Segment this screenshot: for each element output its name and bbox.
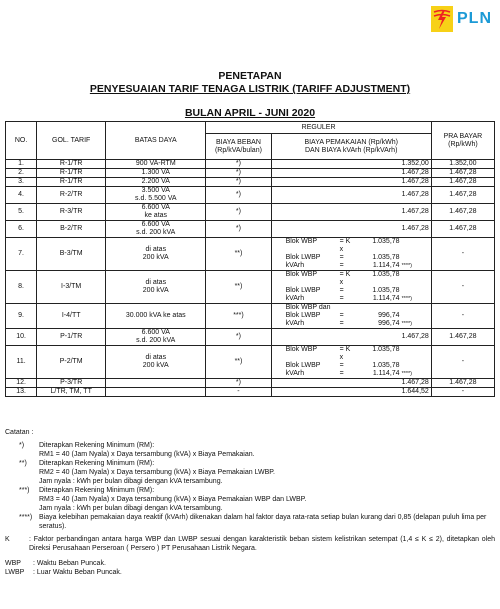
- cell-biaya-pemakaian: 1.644,52: [271, 388, 431, 397]
- note-wbp-text: : Waktu Beban Puncak.: [33, 560, 106, 567]
- cell-pra-bayar: -: [431, 346, 494, 379]
- cell-gol-tarif: R-1/TR: [37, 169, 106, 178]
- cell-gol-tarif: P-2/TM: [37, 346, 106, 379]
- header-biaya-pemakaian: BIAYA PEMAKAIAN (Rp/kWh) DAN BIAYA kVArh (Rp/kVArh): [271, 134, 431, 160]
- block-n: [400, 304, 426, 312]
- cell-no: 8.: [6, 271, 37, 304]
- block-e: =: [339, 312, 344, 319]
- cell-biaya-pemakaian: 1.467,28: [271, 169, 431, 178]
- block-n: ****): [401, 371, 412, 377]
- table-row: [6, 379, 495, 388]
- cell-no: 5.: [6, 204, 37, 221]
- note-lwbp-label: LWBP: [5, 569, 25, 576]
- block-n: [400, 287, 426, 295]
- cell-gol-tarif: L/TR, TM, TT: [37, 388, 106, 397]
- block-n: [400, 254, 426, 262]
- cell-gol-tarif: R-2/TR: [37, 187, 106, 204]
- cell-pra-bayar: -: [431, 271, 494, 304]
- pemakaian-block-line: [272, 362, 431, 370]
- block-v: 1.035,78: [372, 287, 400, 294]
- cell-no: 4.: [6, 187, 37, 204]
- table-row: [6, 204, 495, 221]
- cell-pra-bayar: 1.467,28: [431, 187, 494, 204]
- table-row: [6, 178, 495, 187]
- note-item: [5, 441, 495, 459]
- block-v: 1.035,78: [372, 271, 400, 278]
- cell-batas-daya: 900 VA-RTM: [106, 160, 206, 169]
- cell-no: 11.: [6, 346, 37, 379]
- cell-batas-daya: 30.000 kVA ke atas: [106, 304, 206, 329]
- title-penetapan: PENETAPAN: [218, 70, 282, 82]
- cell-pra-bayar: -: [431, 238, 494, 271]
- cell-pra-bayar: 1.467,28: [431, 379, 494, 388]
- note-line: Diterapkan Rekening Minimum (RM):: [39, 487, 155, 494]
- cell-biaya-pemakaian: 1.467,28: [271, 187, 431, 204]
- table-row: [6, 169, 495, 178]
- cell-biaya-beban: *): [206, 379, 271, 388]
- cell-gol-tarif: I-4/TT: [37, 304, 106, 329]
- cell-pra-bayar: 1.467,28: [431, 169, 494, 178]
- cell-pra-bayar: -: [431, 304, 494, 329]
- note-line: Diterapkan Rekening Minimum (RM):: [39, 460, 155, 467]
- note-item: [5, 459, 495, 486]
- block-v: 1.114,74: [372, 295, 400, 302]
- pemakaian-block-line: [272, 304, 431, 312]
- cell-biaya-pemakaian: 1.467,28: [271, 379, 431, 388]
- block-l: Blok WBP: [285, 346, 318, 353]
- block-n: [400, 362, 426, 370]
- pemakaian-block-line: [272, 287, 431, 295]
- lightning-icon: [431, 6, 453, 32]
- pln-logo: [431, 6, 492, 32]
- note-wbp: [5, 559, 495, 568]
- note-item: [5, 513, 495, 531]
- cell-batas-daya: di atas 200 kVA: [106, 271, 206, 304]
- block-n: [400, 271, 426, 287]
- cell-biaya-beban: *): [206, 329, 271, 346]
- cell-gol-tarif: I-3/TM: [37, 271, 106, 304]
- header-gol-tarif: GOL. TARIF: [37, 122, 106, 160]
- note-line: Jam nyala : kWh per bulan dibagi dengan kVA tersambung.: [39, 505, 223, 512]
- cell-biaya-pemakaian-blocks: [271, 346, 431, 379]
- cell-gol-tarif: R-1/TR: [37, 160, 106, 169]
- header-pra-bayar: PRA BAYAR (Rp/kWh): [431, 122, 494, 160]
- cell-biaya-pemakaian: 1.467,28: [271, 329, 431, 346]
- block-n: ****): [401, 263, 412, 269]
- block-l: Blok WBP: [285, 238, 318, 245]
- block-l: Blok LWBP: [285, 254, 321, 261]
- table-row: [6, 238, 495, 271]
- table-row: [6, 187, 495, 204]
- block-n: [400, 312, 426, 320]
- note-wbp-label: WBP: [5, 560, 21, 567]
- cell-no: 3.: [6, 178, 37, 187]
- block-e: = K x: [339, 271, 351, 286]
- note-k-label: K: [5, 536, 10, 543]
- cell-biaya-beban: *): [206, 204, 271, 221]
- block-v: 1.035,78: [372, 346, 400, 353]
- block-e: =: [339, 320, 344, 327]
- cell-gol-tarif: B-3/TM: [37, 238, 106, 271]
- note-marker: ****): [19, 514, 33, 521]
- note-lwbp: [5, 568, 495, 577]
- cell-no: 13.: [6, 388, 37, 397]
- block-e: =: [339, 254, 344, 261]
- table-row: [6, 346, 495, 379]
- table-row: [6, 388, 495, 397]
- cell-batas-daya: [106, 388, 206, 397]
- cell-biaya-beban: **): [206, 271, 271, 304]
- block-l: Blok LWBP: [285, 312, 321, 319]
- block-l: kVArh: [285, 320, 305, 327]
- cell-biaya-pemakaian-blocks: [271, 238, 431, 271]
- block-e: =: [339, 287, 344, 294]
- cell-pra-bayar: 1.467,28: [431, 204, 494, 221]
- cell-batas-daya: 1.300 VA: [106, 169, 206, 178]
- block-e: =: [339, 362, 344, 369]
- cell-biaya-beban: **): [206, 238, 271, 271]
- pemakaian-block-line: [272, 295, 431, 303]
- block-n: [400, 238, 426, 254]
- cell-biaya-beban: *): [206, 160, 271, 169]
- table-row: [6, 329, 495, 346]
- cell-no: 10.: [6, 329, 37, 346]
- cell-batas-daya: 6.600 VA ke atas: [106, 204, 206, 221]
- pemakaian-block-line: [272, 271, 431, 287]
- block-v: [354, 304, 400, 312]
- cell-no: 7.: [6, 238, 37, 271]
- cell-biaya-pemakaian: 1.467,28: [271, 221, 431, 238]
- cell-gol-tarif: R-3/TR: [37, 204, 106, 221]
- table-row: [6, 160, 495, 169]
- note-line: RM2 = 40 (Jam Nyala) x Daya tersambung (kVA) x Biaya Pemakaian LWBP.: [39, 469, 275, 476]
- cell-biaya-beban: -: [206, 388, 271, 397]
- block-v: 1.114,74: [372, 262, 400, 269]
- header-no: NO.: [6, 122, 37, 160]
- note-marker: **): [19, 460, 27, 467]
- block-n: ****): [401, 321, 412, 327]
- pemakaian-block-line: [272, 370, 431, 378]
- cell-no: 9.: [6, 304, 37, 329]
- cell-batas-daya: [106, 379, 206, 388]
- cell-biaya-beban: ***): [206, 304, 271, 329]
- cell-no: 12.: [6, 379, 37, 388]
- cell-batas-daya: 6.600 VA s.d. 200 kVA: [106, 329, 206, 346]
- block-v: 1.114,74: [372, 370, 400, 377]
- block-l: kVArh: [285, 370, 305, 377]
- title-period: BULAN APRIL - JUNI 2020: [184, 107, 316, 119]
- note-k: [5, 535, 495, 553]
- block-v: 1.035,78: [372, 238, 400, 245]
- block-l: Blok WBP: [285, 271, 318, 278]
- cell-biaya-beban: *): [206, 221, 271, 238]
- pemakaian-block-line: [272, 254, 431, 262]
- cell-biaya-pemakaian: 1.467,28: [271, 178, 431, 187]
- block-l: kVArh: [285, 295, 305, 302]
- cell-no: 6.: [6, 221, 37, 238]
- cell-gol-tarif: R-1/TR: [37, 178, 106, 187]
- pemakaian-block-line: [272, 238, 431, 254]
- cell-no: 1.: [6, 160, 37, 169]
- pemakaian-block-line: [272, 262, 431, 270]
- note-lwbp-text: : Luar Waktu Beban Puncak.: [33, 569, 122, 576]
- pemakaian-block-line: [272, 346, 431, 362]
- table-row: [6, 271, 495, 304]
- block-e: = K x: [339, 238, 351, 253]
- cell-gol-tarif: P-1/TR: [37, 329, 106, 346]
- cell-pra-bayar: 1.352,00: [431, 160, 494, 169]
- block-l: Blok LWBP: [285, 287, 321, 294]
- block-e: = K x: [339, 346, 351, 361]
- block-v: 1.035,78: [372, 362, 400, 369]
- tariff-table: [5, 121, 495, 397]
- block-n: [400, 346, 426, 362]
- block-e: [340, 304, 354, 312]
- document-title-block: [0, 70, 500, 119]
- cell-pra-bayar: 1.467,28: [431, 221, 494, 238]
- cell-batas-daya: di atas 200 kVA: [106, 346, 206, 379]
- note-line: RM1 = 40 (Jam Nyala) x Daya tersambung (kVA) x Biaya Pemakaian.: [39, 451, 255, 458]
- note-k-text: : Faktor perbandingan antara harga WBP dan LWBP sesuai dengan karakteristik beban sistem kelistrikan setempat (1,4 ≤ K ≤ 2), ditetapkan oleh Direksi Perusahaan Perseroan ( Persero ) PT Perusahaan Listrik Negara.: [29, 536, 495, 552]
- cell-pra-bayar: 1.467,28: [431, 178, 494, 187]
- block-v: 996,74: [378, 312, 400, 319]
- cell-batas-daya: 3.500 VA s.d. 5.500 VA: [106, 187, 206, 204]
- note-marker: *): [19, 442, 25, 449]
- pemakaian-block-line: [272, 312, 431, 320]
- cell-biaya-beban: **): [206, 346, 271, 379]
- cell-biaya-beban: *): [206, 187, 271, 204]
- block-l: Blok LWBP: [285, 362, 321, 369]
- block-v: 1.035,78: [372, 254, 400, 261]
- block-v: 996,74: [378, 320, 400, 327]
- note-line: Biaya kelebihan pemakaian daya reaktif (kVArh) dikenakan dalam hal faktor daya rata-rata setiap bulan kurang dari 0,85 (delapan puluh lima per seratus).: [39, 514, 487, 530]
- header-batas-daya: BATAS DAYA: [106, 122, 206, 160]
- notes-heading: Catatan :: [5, 429, 34, 436]
- cell-biaya-beban: *): [206, 178, 271, 187]
- cell-batas-daya: di atas 200 kVA: [106, 238, 206, 271]
- cell-gol-tarif: B-2/TR: [37, 221, 106, 238]
- note-line: Diterapkan Rekening Minimum (RM):: [39, 442, 155, 449]
- cell-gol-tarif: P-3/TR: [37, 379, 106, 388]
- cell-batas-daya: 6.600 VA s.d. 200 kVA: [106, 221, 206, 238]
- header-biaya-beban: BIAYA BEBAN (Rp/kVA/bulan): [206, 134, 271, 160]
- brand-name: PLN: [457, 10, 492, 27]
- block-n: ****): [401, 296, 412, 302]
- note-item: [5, 486, 495, 513]
- block-e: =: [339, 370, 344, 377]
- note-line: RM3 = 40 (Jam Nyala) x Daya tersambung (kVA) x Biaya Pemakaian WBP dan LWBP.: [39, 496, 307, 503]
- block-e: =: [339, 262, 344, 269]
- table-row: [6, 221, 495, 238]
- cell-biaya-pemakaian-blocks: [271, 271, 431, 304]
- block-l: Blok WBP dan: [285, 304, 331, 311]
- pemakaian-block-line: [272, 320, 431, 328]
- cell-biaya-pemakaian: 1.352,00: [271, 160, 431, 169]
- cell-no: 2.: [6, 169, 37, 178]
- cell-batas-daya: 2.200 VA: [106, 178, 206, 187]
- cell-biaya-pemakaian: 1.467,28: [271, 204, 431, 221]
- block-e: =: [339, 295, 344, 302]
- note-line: Jam nyala : kWh per bulan dibagi dengan kVA tersambung.: [39, 478, 223, 485]
- cell-pra-bayar: 1.467,28: [431, 329, 494, 346]
- cell-pra-bayar: -: [431, 388, 494, 397]
- cell-biaya-beban: *): [206, 169, 271, 178]
- cell-biaya-pemakaian-blocks: [271, 304, 431, 329]
- note-marker: ***): [19, 487, 30, 494]
- header-reguler: REGULER: [206, 122, 431, 134]
- title-penyesuaian: PENYESUAIAN TARIF TENAGA LISTRIK (TARIFF ADJUSTMENT): [89, 83, 411, 95]
- block-l: kVArh: [285, 262, 305, 269]
- table-row: [6, 304, 495, 329]
- notes-section: [5, 428, 495, 577]
